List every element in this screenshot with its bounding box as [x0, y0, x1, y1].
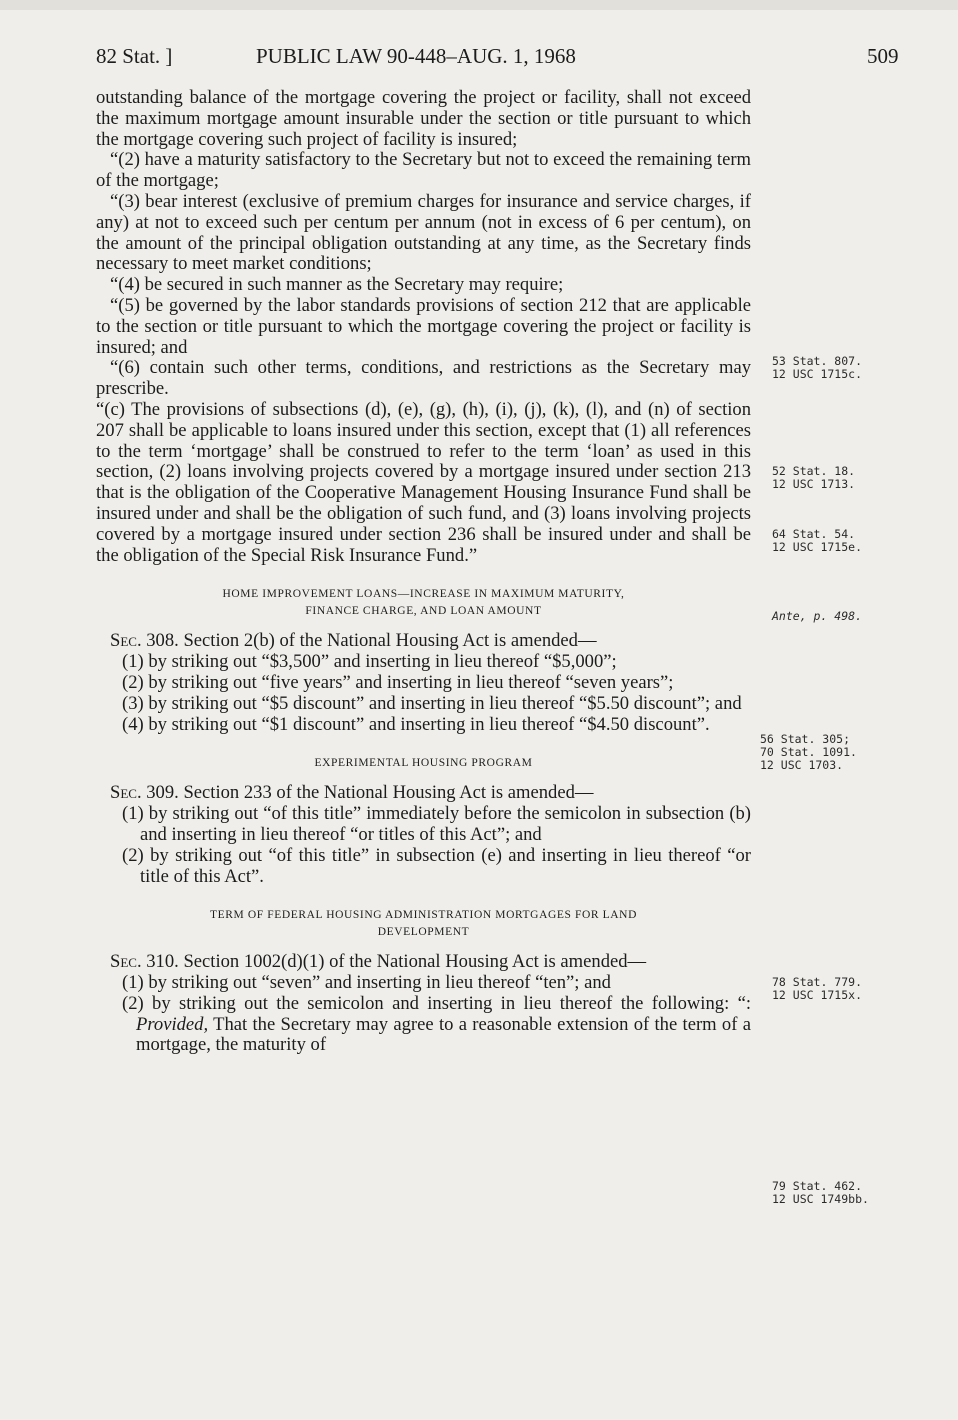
- section-text: Section 233 of the National Housing Act is amended—: [183, 782, 594, 804]
- section-308: [96, 631, 751, 652]
- sec310-item-2: [96, 994, 751, 1056]
- margin-citation: 79 Stat. 462. 12 USC 1749bb.: [772, 1179, 869, 1206]
- section-309: [96, 783, 751, 804]
- subsection-c: “(c) The provisions of subsections (d), (e), (g), (h), (i), (j), (k), (l), and (n) of section 207 shall be applicable to loans insured under this section, except that (1) all references to the term ‘mortgage’ shall be construed to refer to the term ‘loan’ as used in this section, (2) loans involving projects covered by a mortgage insured under section 213 that is the obligation of the Cooperative Management Housing Insurance Fund shall be insured under and shall be the obligation of such fund, and (3) loans involving projects covered by a mortgage insured under section 236 shall be insured under and shall be the obligation of the Special Risk Insurance Fund.”: [96, 398, 751, 566]
- clause-2: “(2) have a maturity satisfactory to the Secretary but not to exceed the remaining term of the mortgage;: [96, 149, 751, 192]
- section-label: Sec. 310.: [110, 951, 179, 973]
- margin-citation: 64 Stat. 54. 12 USC 1715e.: [772, 527, 863, 554]
- header-page-number: 509: [867, 44, 899, 68]
- heading-line: HOME IMPROVEMENT LOANS—INCREASE IN MAXIMUM MATURITY,: [222, 588, 625, 601]
- clause-3: “(3) bear interest (exclusive of premium charges for insurance and service charges, if any) at not to exceed such per centum per annum (not in excess of 6 per centum), on the amount of the principal obligation outstanding at any time, as the Secretary finds necessary to meet market conditions;: [96, 190, 751, 275]
- body-text: [96, 88, 751, 1056]
- heading-line: TERM OF FEDERAL HOUSING ADMINISTRATION MORTGAGES FOR LAND: [210, 909, 637, 922]
- header-statute-volume: 82 Stat. ]: [96, 44, 173, 68]
- clause-5: “(5) be governed by the labor standards provisions of section 212 that are applicable to the section or title pursuant to which the mortgage covering the project or facility is insured; and: [96, 294, 751, 358]
- section-heading-fha-term: [96, 907, 751, 941]
- item-text: (2) by striking out the semicolon and inserting in lieu thereof the following: “:: [122, 992, 751, 1014]
- sec309-item-1: (1) by striking out “of this title” immediately before the semicolon in subsection (b) and inserting in lieu thereof “or titles of this Act”; and: [122, 803, 751, 845]
- heading-line: DEVELOPMENT: [377, 926, 470, 939]
- paragraph-continuation: outstanding balance of the mortgage covering the project or facility, shall not exceed the maximum mortgage amount insurable under the section or title pursuant to which the mortgage covering such project of facility is insured;: [96, 87, 751, 150]
- section-label: Sec. 308.: [110, 630, 179, 652]
- margin-citation: Ante, p. 498.: [772, 609, 863, 623]
- clause-6: “(6) contain such other terms, conditions, and restrictions as the Secretary may prescribe.: [96, 357, 751, 400]
- sec308-item-3: (3) by striking out “$5 discount” and inserting in lieu thereof “$5.50 discount”; and: [122, 692, 742, 714]
- section-label: Sec. 309.: [110, 782, 179, 804]
- margin-citation: 56 Stat. 305; 70 Stat. 1091. 12 USC 1703.: [760, 732, 857, 772]
- sec309-item-2: (2) by striking out “of this title” in subsection (e) and inserting in lieu thereof “or title of this Act”.: [122, 844, 751, 887]
- section-heading-experimental-housing: EXPERIMENTAL HOUSING PROGRAM: [314, 757, 533, 770]
- section-text: Section 2(b) of the National Housing Act is amended—: [183, 630, 597, 652]
- margin-citation: 53 Stat. 807. 12 USC 1715c.: [772, 354, 863, 381]
- heading-line: FINANCE CHARGE, AND LOAN AMOUNT: [305, 605, 542, 618]
- page-edge-shadow: [0, 0, 958, 10]
- margin-citation: 52 Stat. 18. 12 USC 1713.: [772, 464, 856, 491]
- proviso-italic: Provided,: [136, 1013, 209, 1035]
- section-text: Section 1002(d)(1) of the National Housing Act is amended—: [183, 951, 647, 973]
- sec308-item-1: (1) by striking out “$3,500” and inserting in lieu thereof “$5,000”;: [122, 651, 617, 673]
- section-heading-home-improvement: [96, 586, 751, 620]
- clause-4: “(4) be secured in such manner as the Secretary may require;: [110, 274, 564, 296]
- sec308-item-2: (2) by striking out “five years” and inserting in lieu thereof “seven years”;: [122, 671, 674, 693]
- sec310-item-1: (1) by striking out “seven” and inserting in lieu thereof “ten”; and: [122, 972, 611, 994]
- section-310: [96, 952, 751, 973]
- margin-citation: 78 Stat. 779. 12 USC 1715x.: [772, 975, 863, 1002]
- sec308-item-4: (4) by striking out “$1 discount” and inserting in lieu thereof “$4.50 discount”.: [122, 713, 710, 735]
- item-text: That the Secretary may agree to a reasonable extension of the term of a mortgage, the maturity of: [136, 1013, 751, 1056]
- header-law-title: PUBLIC LAW 90-448–AUG. 1, 1968: [256, 44, 576, 68]
